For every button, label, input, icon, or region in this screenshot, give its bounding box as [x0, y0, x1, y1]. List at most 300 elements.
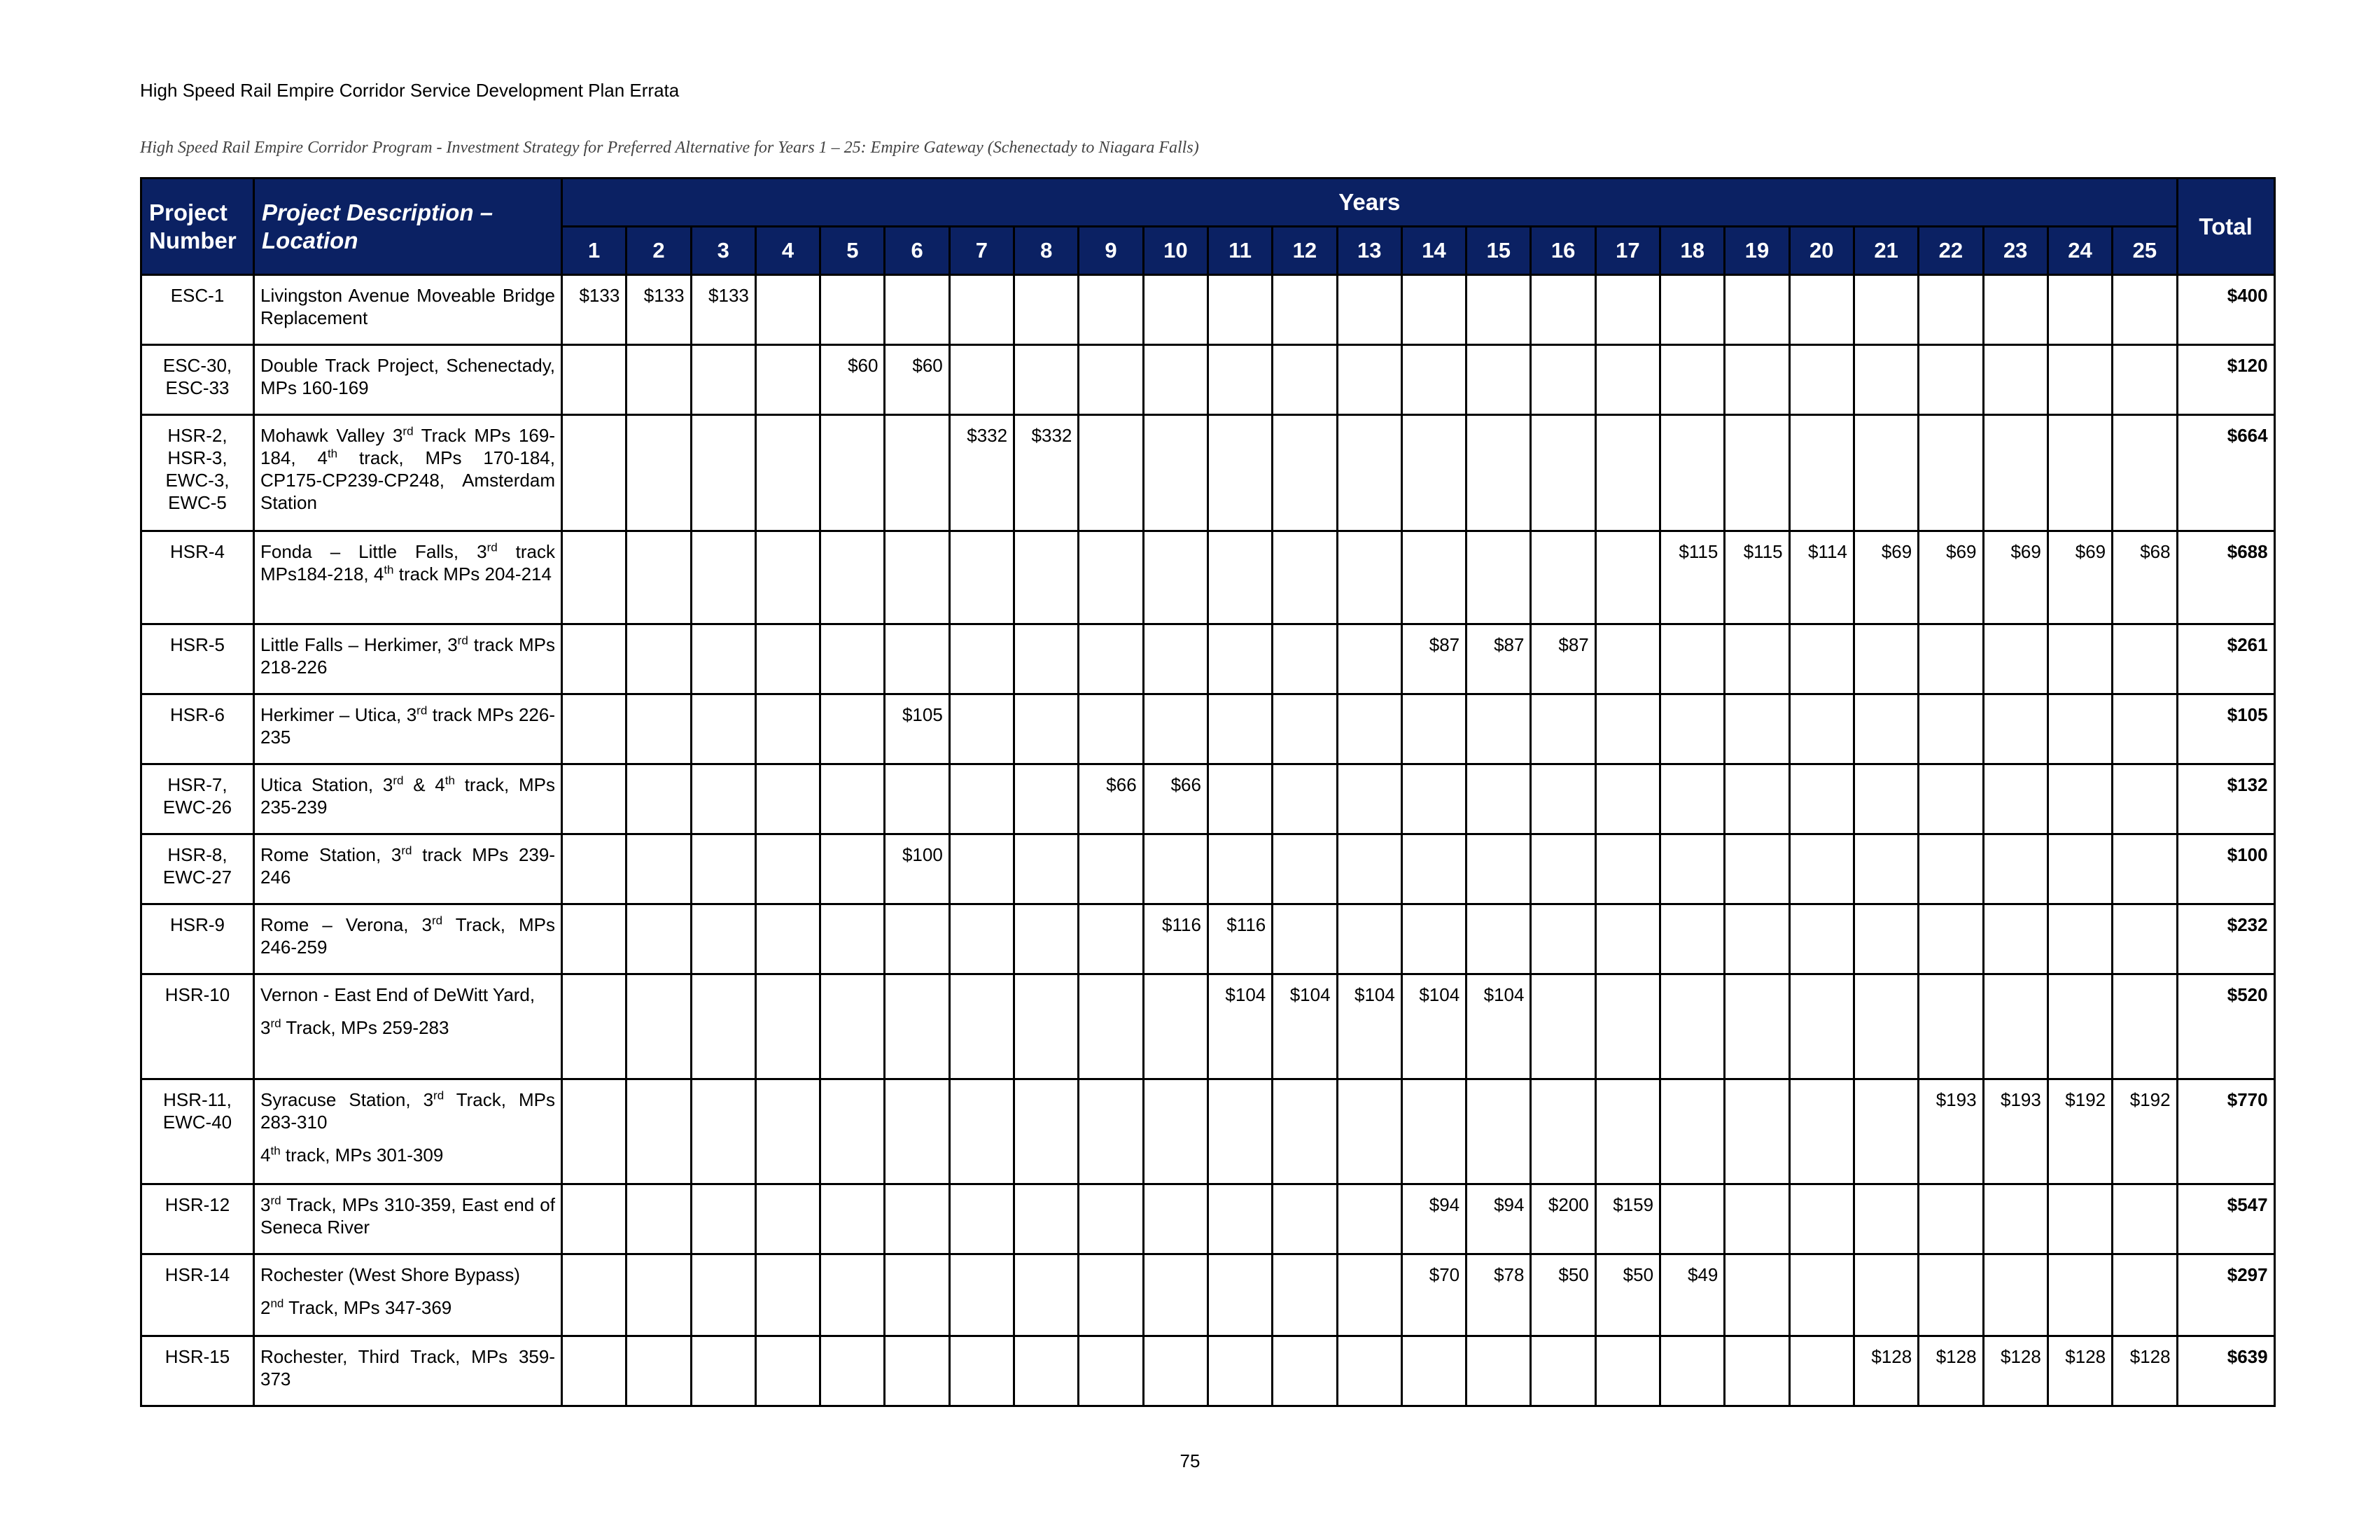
year-13-value-cell: [1337, 1184, 1401, 1254]
year-4-value-cell: [755, 764, 820, 834]
year-22-value-cell: [1919, 1254, 1983, 1336]
year-16-value-cell: $200: [1531, 1184, 1595, 1254]
header-project-description: Project Description – Location: [254, 178, 562, 275]
year-23-value-cell: [1983, 345, 2047, 415]
year-8-value-cell: [1014, 694, 1079, 764]
year-12-value-cell: $104: [1273, 974, 1337, 1079]
project-number-cell: HSR-14: [141, 1254, 254, 1336]
year-17-value-cell: [1595, 694, 1660, 764]
project-description-text: 2nd Track, MPs 347-369: [260, 1296, 452, 1318]
year-19-value-cell: [1725, 624, 1789, 694]
year-9-value-cell: [1079, 1254, 1143, 1336]
year-13-value-cell: [1337, 904, 1401, 974]
year-25-value-cell: [2113, 694, 2177, 764]
year-21-value-cell: [1854, 764, 1918, 834]
year-20-value-cell: [1789, 764, 1854, 834]
year-3-value-cell: [691, 1079, 755, 1184]
project-number-cell: HSR-7, EWC-26: [141, 764, 254, 834]
year-5-value-cell: [820, 415, 885, 531]
year-1-value-cell: [562, 1336, 626, 1406]
year-15-value-cell: [1466, 275, 1531, 345]
year-17-value-cell: [1595, 1079, 1660, 1184]
header-year-17: 17: [1595, 227, 1660, 275]
project-description-cell: [254, 904, 562, 974]
year-8-value-cell: $332: [1014, 415, 1079, 531]
year-19-value-cell: [1725, 415, 1789, 531]
year-13-value-cell: [1337, 624, 1401, 694]
year-12-value-cell: [1273, 694, 1337, 764]
year-9-value-cell: [1079, 694, 1143, 764]
year-2-value-cell: [626, 345, 691, 415]
project-description-text: Mohawk Valley 3rd Track MPs 169-184, 4th track, MPs 170-184, CP175-CP239-CP248, Amsterdam Station: [260, 424, 555, 513]
year-25-value-cell: [2113, 1184, 2177, 1254]
year-2-value-cell: [626, 415, 691, 531]
year-24-value-cell: [2047, 764, 2112, 834]
project-description-cell: [254, 1254, 562, 1336]
year-7-value-cell: [949, 764, 1014, 834]
year-18-value-cell: [1660, 624, 1725, 694]
year-24-value-cell: [2047, 345, 2112, 415]
year-22-value-cell: [1919, 624, 1983, 694]
year-14-value-cell: [1401, 764, 1466, 834]
year-5-value-cell: [820, 624, 885, 694]
year-22-value-cell: $69: [1919, 531, 1983, 624]
year-6-value-cell: [885, 974, 949, 1079]
year-20-value-cell: [1789, 275, 1854, 345]
year-20-value-cell: [1789, 1079, 1854, 1184]
year-8-value-cell: [1014, 1254, 1079, 1336]
year-21-value-cell: [1854, 624, 1918, 694]
header-year-6: 6: [885, 227, 949, 275]
year-15-value-cell: [1466, 834, 1531, 904]
header-year-7: 7: [949, 227, 1014, 275]
year-20-value-cell: [1789, 834, 1854, 904]
table-body: [141, 275, 2275, 1406]
year-3-value-cell: [691, 974, 755, 1079]
year-12-value-cell: [1273, 345, 1337, 415]
total-cell: $120: [2177, 345, 2274, 415]
year-5-value-cell: [820, 1336, 885, 1406]
year-24-value-cell: $128: [2047, 1336, 2112, 1406]
year-17-value-cell: [1595, 531, 1660, 624]
table-row: [141, 1254, 2275, 1336]
year-2-value-cell: [626, 1336, 691, 1406]
project-description-text: Fonda – Little Falls, 3rd track MPs184-218, 4th track MPs 204-214: [260, 540, 555, 584]
total-cell: $547: [2177, 1184, 2274, 1254]
year-19-value-cell: [1725, 275, 1789, 345]
year-5-value-cell: [820, 1254, 885, 1336]
year-5-value-cell: [820, 694, 885, 764]
year-12-value-cell: [1273, 1254, 1337, 1336]
year-23-value-cell: [1983, 1184, 2047, 1254]
year-25-value-cell: [2113, 1254, 2177, 1336]
year-1-value-cell: $133: [562, 275, 626, 345]
year-20-value-cell: [1789, 624, 1854, 694]
year-13-value-cell: [1337, 275, 1401, 345]
year-18-value-cell: [1660, 1079, 1725, 1184]
year-4-value-cell: [755, 345, 820, 415]
table-row: [141, 904, 2275, 974]
year-18-value-cell: [1660, 415, 1725, 531]
year-21-value-cell: [1854, 1254, 1918, 1336]
year-12-value-cell: [1273, 624, 1337, 694]
year-13-value-cell: [1337, 345, 1401, 415]
year-4-value-cell: [755, 531, 820, 624]
year-8-value-cell: [1014, 1336, 1079, 1406]
year-2-value-cell: [626, 974, 691, 1079]
year-11-value-cell: [1208, 275, 1272, 345]
year-19-value-cell: [1725, 1254, 1789, 1336]
total-cell: $770: [2177, 1079, 2274, 1184]
year-18-value-cell: [1660, 1184, 1725, 1254]
year-24-value-cell: [2047, 834, 2112, 904]
year-23-value-cell: [1983, 415, 2047, 531]
year-24-value-cell: [2047, 275, 2112, 345]
year-20-value-cell: [1789, 345, 1854, 415]
total-cell: $100: [2177, 834, 2274, 904]
year-9-value-cell: [1079, 1336, 1143, 1406]
year-8-value-cell: [1014, 624, 1079, 694]
year-7-value-cell: [949, 531, 1014, 624]
year-16-value-cell: [1531, 904, 1595, 974]
year-10-value-cell: [1143, 345, 1208, 415]
year-13-value-cell: [1337, 415, 1401, 531]
year-18-value-cell: [1660, 694, 1725, 764]
year-12-value-cell: [1273, 531, 1337, 624]
year-11-value-cell: [1208, 345, 1272, 415]
year-3-value-cell: [691, 694, 755, 764]
project-description-cell: [254, 1184, 562, 1254]
year-5-value-cell: [820, 974, 885, 1079]
year-22-value-cell: [1919, 764, 1983, 834]
year-6-value-cell: $105: [885, 694, 949, 764]
year-25-value-cell: [2113, 764, 2177, 834]
year-11-value-cell: [1208, 415, 1272, 531]
year-11-value-cell: [1208, 694, 1272, 764]
year-1-value-cell: [562, 624, 626, 694]
year-8-value-cell: [1014, 974, 1079, 1079]
year-9-value-cell: $66: [1079, 764, 1143, 834]
year-14-value-cell: [1401, 694, 1466, 764]
total-cell: $297: [2177, 1254, 2274, 1336]
year-16-value-cell: [1531, 974, 1595, 1079]
year-5-value-cell: [820, 531, 885, 624]
header-total: Total: [2177, 178, 2274, 275]
year-21-value-cell: [1854, 275, 1918, 345]
year-18-value-cell: [1660, 834, 1725, 904]
project-number-cell: HSR-8, EWC-27: [141, 834, 254, 904]
year-2-value-cell: [626, 764, 691, 834]
table-row: [141, 1079, 2275, 1184]
year-11-value-cell: [1208, 1079, 1272, 1184]
year-20-value-cell: [1789, 904, 1854, 974]
year-11-value-cell: $116: [1208, 904, 1272, 974]
year-4-value-cell: [755, 974, 820, 1079]
year-5-value-cell: [820, 1079, 885, 1184]
project-number-cell: HSR-12: [141, 1184, 254, 1254]
year-22-value-cell: [1919, 834, 1983, 904]
year-13-value-cell: [1337, 1254, 1401, 1336]
year-15-value-cell: [1466, 694, 1531, 764]
total-cell: $520: [2177, 974, 2274, 1079]
year-21-value-cell: [1854, 904, 1918, 974]
year-6-value-cell: [885, 1254, 949, 1336]
header-year-10: 10: [1143, 227, 1208, 275]
year-15-value-cell: [1466, 1336, 1531, 1406]
year-14-value-cell: [1401, 904, 1466, 974]
year-1-value-cell: [562, 694, 626, 764]
table-row: [141, 345, 2275, 415]
year-17-value-cell: [1595, 624, 1660, 694]
total-cell: $261: [2177, 624, 2274, 694]
year-6-value-cell: [885, 1079, 949, 1184]
year-14-value-cell: [1401, 834, 1466, 904]
year-10-value-cell: [1143, 1336, 1208, 1406]
year-16-value-cell: [1531, 345, 1595, 415]
year-25-value-cell: [2113, 345, 2177, 415]
project-description-text: Vernon - East End of DeWitt Yard,: [260, 984, 536, 1005]
year-14-value-cell: [1401, 345, 1466, 415]
year-14-value-cell: [1401, 1336, 1466, 1406]
year-15-value-cell: [1466, 904, 1531, 974]
header-year-19: 19: [1725, 227, 1789, 275]
year-17-value-cell: [1595, 415, 1660, 531]
year-3-value-cell: [691, 415, 755, 531]
project-description-text: Livingston Avenue Moveable Bridge Replacement: [260, 285, 555, 328]
year-14-value-cell: [1401, 415, 1466, 531]
year-6-value-cell: [885, 904, 949, 974]
table-row: [141, 1184, 2275, 1254]
year-23-value-cell: [1983, 834, 2047, 904]
year-25-value-cell: [2113, 834, 2177, 904]
year-20-value-cell: [1789, 694, 1854, 764]
year-10-value-cell: [1143, 1254, 1208, 1336]
year-5-value-cell: [820, 834, 885, 904]
year-25-value-cell: $68: [2113, 531, 2177, 624]
year-25-value-cell: [2113, 275, 2177, 345]
header-year-11: 11: [1208, 227, 1272, 275]
year-7-value-cell: [949, 345, 1014, 415]
project-description-cell: [254, 275, 562, 345]
year-17-value-cell: [1595, 764, 1660, 834]
year-7-value-cell: [949, 974, 1014, 1079]
project-description-text: Little Falls – Herkimer, 3rd track MPs 218-226: [260, 634, 555, 678]
year-14-value-cell: $87: [1401, 624, 1466, 694]
year-19-value-cell: [1725, 764, 1789, 834]
project-description-cell: [254, 624, 562, 694]
year-3-value-cell: $133: [691, 275, 755, 345]
year-16-value-cell: [1531, 275, 1595, 345]
year-20-value-cell: [1789, 415, 1854, 531]
year-22-value-cell: [1919, 904, 1983, 974]
project-number-cell: HSR-5: [141, 624, 254, 694]
year-18-value-cell: [1660, 904, 1725, 974]
project-description-text: Herkimer – Utica, 3rd track MPs 226-235: [260, 704, 555, 748]
document-header: High Speed Rail Empire Corridor Service Development Plan Errata: [140, 80, 680, 101]
year-23-value-cell: [1983, 974, 2047, 1079]
year-14-value-cell: $70: [1401, 1254, 1466, 1336]
year-22-value-cell: $128: [1919, 1336, 1983, 1406]
header-year-14: 14: [1401, 227, 1466, 275]
year-7-value-cell: [949, 1336, 1014, 1406]
year-18-value-cell: [1660, 275, 1725, 345]
year-19-value-cell: [1725, 974, 1789, 1079]
year-22-value-cell: $193: [1919, 1079, 1983, 1184]
header-year-9: 9: [1079, 227, 1143, 275]
year-10-value-cell: [1143, 834, 1208, 904]
year-7-value-cell: [949, 1184, 1014, 1254]
year-16-value-cell: [1531, 1079, 1595, 1184]
year-8-value-cell: [1014, 1184, 1079, 1254]
year-9-value-cell: [1079, 904, 1143, 974]
year-13-value-cell: [1337, 694, 1401, 764]
year-24-value-cell: [2047, 974, 2112, 1079]
year-1-value-cell: [562, 345, 626, 415]
year-2-value-cell: [626, 1079, 691, 1184]
year-21-value-cell: [1854, 415, 1918, 531]
year-2-value-cell: [626, 904, 691, 974]
year-3-value-cell: [691, 1254, 755, 1336]
year-3-value-cell: [691, 834, 755, 904]
year-7-value-cell: [949, 1254, 1014, 1336]
project-number-cell: HSR-11, EWC-40: [141, 1079, 254, 1184]
year-8-value-cell: [1014, 834, 1079, 904]
year-6-value-cell: $60: [885, 345, 949, 415]
project-description-cell: [254, 531, 562, 624]
year-9-value-cell: [1079, 1184, 1143, 1254]
year-4-value-cell: [755, 694, 820, 764]
header-year-5: 5: [820, 227, 885, 275]
project-description-text: Rochester (West Shore Bypass): [260, 1264, 520, 1285]
header-year-22: 22: [1919, 227, 1983, 275]
project-description-cell: [254, 1079, 562, 1184]
project-description-cell: [254, 694, 562, 764]
header-year-8: 8: [1014, 227, 1079, 275]
year-1-value-cell: [562, 531, 626, 624]
year-10-value-cell: [1143, 275, 1208, 345]
table-row: [141, 415, 2275, 531]
year-7-value-cell: $332: [949, 415, 1014, 531]
year-12-value-cell: [1273, 1184, 1337, 1254]
year-11-value-cell: $104: [1208, 974, 1272, 1079]
header-years: Years: [562, 178, 2178, 227]
year-7-value-cell: [949, 904, 1014, 974]
year-4-value-cell: [755, 904, 820, 974]
header-year-18: 18: [1660, 227, 1725, 275]
project-description-cell: [254, 415, 562, 531]
year-19-value-cell: [1725, 1079, 1789, 1184]
table-row: [141, 531, 2275, 624]
table-header: [141, 178, 2275, 275]
year-15-value-cell: [1466, 1079, 1531, 1184]
year-18-value-cell: [1660, 764, 1725, 834]
year-4-value-cell: [755, 834, 820, 904]
project-description-cell: [254, 834, 562, 904]
year-7-value-cell: [949, 1079, 1014, 1184]
year-12-value-cell: [1273, 415, 1337, 531]
project-description-cell: [254, 1336, 562, 1406]
year-24-value-cell: [2047, 1254, 2112, 1336]
year-2-value-cell: [626, 1254, 691, 1336]
project-description-cell: [254, 974, 562, 1079]
year-24-value-cell: [2047, 415, 2112, 531]
year-24-value-cell: $192: [2047, 1079, 2112, 1184]
year-16-value-cell: [1531, 1336, 1595, 1406]
year-10-value-cell: [1143, 1079, 1208, 1184]
total-cell: $132: [2177, 764, 2274, 834]
year-4-value-cell: [755, 275, 820, 345]
year-5-value-cell: [820, 904, 885, 974]
year-13-value-cell: [1337, 1336, 1401, 1406]
year-16-value-cell: [1531, 764, 1595, 834]
project-description-text: 3rd Track, MPs 259-283: [260, 1016, 449, 1038]
year-8-value-cell: [1014, 1079, 1079, 1184]
year-10-value-cell: [1143, 974, 1208, 1079]
year-15-value-cell: [1466, 345, 1531, 415]
total-cell: $105: [2177, 694, 2274, 764]
year-6-value-cell: [885, 624, 949, 694]
year-21-value-cell: [1854, 1184, 1918, 1254]
year-25-value-cell: $128: [2113, 1336, 2177, 1406]
year-18-value-cell: [1660, 974, 1725, 1079]
year-21-value-cell: $69: [1854, 531, 1918, 624]
year-14-value-cell: $104: [1401, 974, 1466, 1079]
project-description-cell: [254, 764, 562, 834]
year-12-value-cell: [1273, 904, 1337, 974]
year-14-value-cell: [1401, 275, 1466, 345]
year-6-value-cell: [885, 1336, 949, 1406]
year-9-value-cell: [1079, 834, 1143, 904]
year-15-value-cell: [1466, 415, 1531, 531]
year-20-value-cell: [1789, 1336, 1854, 1406]
year-10-value-cell: [1143, 694, 1208, 764]
year-3-value-cell: [691, 345, 755, 415]
year-25-value-cell: [2113, 974, 2177, 1079]
year-24-value-cell: [2047, 904, 2112, 974]
year-19-value-cell: $115: [1725, 531, 1789, 624]
year-5-value-cell: [820, 764, 885, 834]
year-11-value-cell: [1208, 531, 1272, 624]
total-cell: $688: [2177, 531, 2274, 624]
year-11-value-cell: [1208, 1184, 1272, 1254]
year-11-value-cell: [1208, 1336, 1272, 1406]
year-22-value-cell: [1919, 974, 1983, 1079]
year-2-value-cell: [626, 694, 691, 764]
total-cell: $639: [2177, 1336, 2274, 1406]
year-23-value-cell: [1983, 764, 2047, 834]
year-16-value-cell: $87: [1531, 624, 1595, 694]
year-13-value-cell: [1337, 1079, 1401, 1184]
year-23-value-cell: [1983, 1254, 2047, 1336]
year-1-value-cell: [562, 1254, 626, 1336]
year-12-value-cell: [1273, 834, 1337, 904]
total-cell: $664: [2177, 415, 2274, 531]
year-8-value-cell: [1014, 275, 1079, 345]
year-18-value-cell: [1660, 345, 1725, 415]
year-18-value-cell: $49: [1660, 1254, 1725, 1336]
year-23-value-cell: [1983, 275, 2047, 345]
year-21-value-cell: [1854, 694, 1918, 764]
year-15-value-cell: $87: [1466, 624, 1531, 694]
year-1-value-cell: [562, 974, 626, 1079]
header-year-3: 3: [691, 227, 755, 275]
header-year-2: 2: [626, 227, 691, 275]
table-row: [141, 764, 2275, 834]
year-20-value-cell: [1789, 1254, 1854, 1336]
year-1-value-cell: [562, 1184, 626, 1254]
year-23-value-cell: $193: [1983, 1079, 2047, 1184]
year-1-value-cell: [562, 415, 626, 531]
